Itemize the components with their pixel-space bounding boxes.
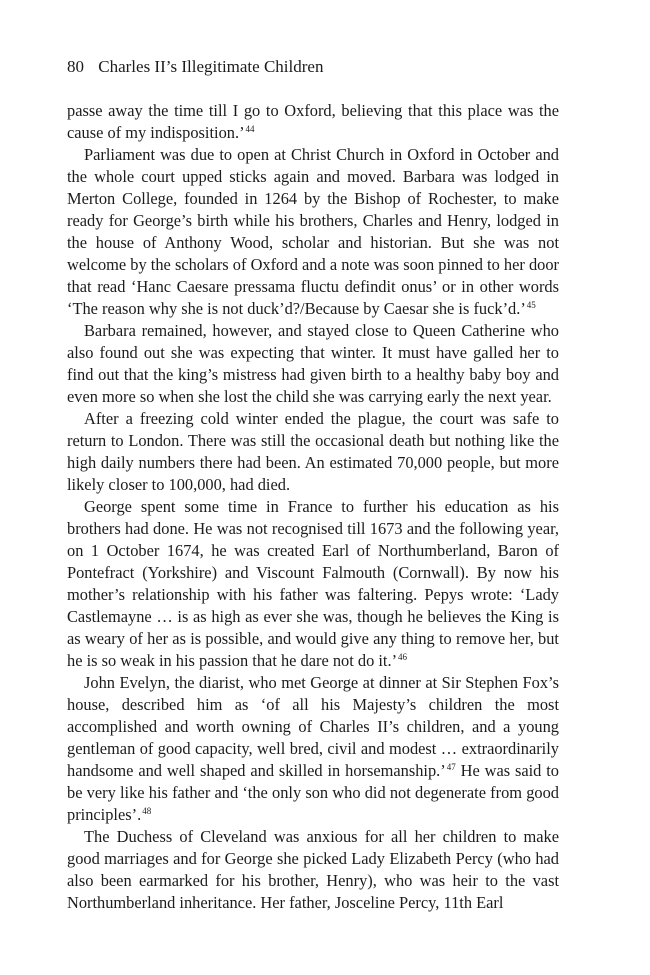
page-number: 80 — [67, 57, 84, 76]
paragraph: George spent some time in France to further his education as his brothers had done. He was not recognised till 1673 and the following year, on 1 October 1674, he was created Earl of Northumberland, Baron of Pontefract (Yorkshire) and Viscount Falmouth (Cornwall). By now his mother’s relationship with his father was faltering. Pepys wrote: ‘Lady Castlemayne … is as high as ever she was, though he believes the King is as weary of her as is possible, and would give any thing to remove her, but he is so weak in his passion that he dare not do it.’$^{46}$ — [67, 497, 559, 670]
paragraph: After a freezing cold winter ended the plague, the court was safe to return to London. There was still the occasional death but nothing like the high daily numbers there had been. An estimated 70,000 people, but more likely closer to 100,000, had died. — [67, 409, 559, 494]
footnote-marker: 48 — [142, 805, 152, 816]
paragraph: Parliament was due to open at Christ Church in Oxford in October and the whole court upped sticks again and moved. Barbara was lodged in Merton College, founded in 1264 by the Bishop of Rochester, to make ready for George’s birth while his brothers, Charles and Henry, lodged in the house of Anthony Wood, scholar and historian. But she was not welcome by the scholars of Oxford and a note was soon pinned to her door that read ‘Hanc Caesare pressama fluctu defindit onus’ or in other words ‘The reason why she is not duck’d?/Because by Caesar she is fuck’d.’$^{45}$ — [67, 145, 559, 318]
paragraph: Barbara remained, however, and stayed close to Queen Catherine who also found out she was expecting that winter. It must have galled her to find out that the king’s mistress had given birth to a healthy baby boy and even more so when she lost the child she was carrying early the next year. — [67, 321, 559, 406]
footnote-marker: 45 — [526, 299, 536, 310]
paragraph: The Duchess of Cleveland was anxious for all her children to make good marriages and for George she picked Lady Elizabeth Percy (who had also been earmarked for his brother, Henry), who was heir to the vast Northumberland inheritance. Her father, Josceline Percy, 11th Earl — [67, 827, 559, 912]
paragraph: passe away the time till I go to Oxford, believing that this place was the cause of my indisposition.’$^{44}$ — [67, 101, 559, 142]
body-text — [67, 100, 559, 914]
running-title: Charles II’s Illegitimate Children — [98, 57, 324, 76]
running-head — [67, 56, 559, 78]
footnote-marker: 46 — [398, 651, 408, 662]
footnote-marker: 44 — [245, 123, 255, 134]
paragraph: John Evelyn, the diarist, who met George at dinner at Sir Stephen Fox’s house, described him as ‘of all his Majesty’s children the most accomplished and worth owning of Charles II’s children, and a young gentleman of good capacity, well bred, civil and modest … extraordinarily handsome and well shaped and skilled in horsemanship.’$^{47}$ He was said to be very like his father and ‘the only son who did not degenerate from good principles’.$^{48}$ — [67, 673, 559, 824]
book-page — [67, 56, 559, 914]
footnote-marker: 47 — [446, 761, 456, 772]
